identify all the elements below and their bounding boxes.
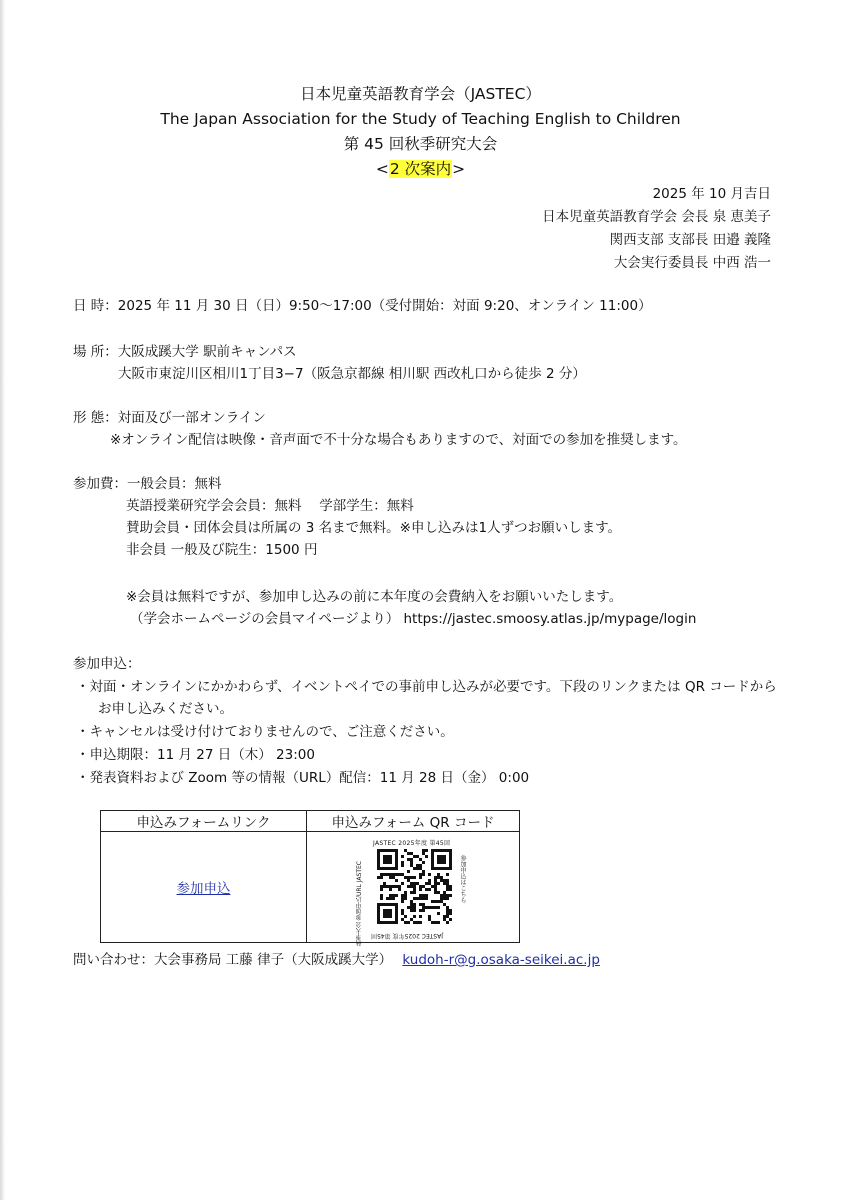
form-link-cell bbox=[101, 832, 307, 943]
application-bullet-preregister-cont: お申し込みください。 bbox=[98, 701, 233, 717]
fee-note-mypage: （学会ホームページの会員マイページより） https://jastec.smoosy.atlas.jp/mypage/login bbox=[130, 611, 697, 627]
event-format: 形 態：対面及び一部オンライン bbox=[73, 410, 266, 426]
application-bullet-preregister: ・対面・オンラインにかかわらず、イベントペイでの事前申し込みが必要です。下段のリンクまたは QR コードから bbox=[76, 679, 777, 695]
event-datetime: 日 時：2025 年 11 月 30 日（日）9:50～17:00（受付開始：対面 9:20、オンライン 11:00） bbox=[73, 298, 652, 314]
form-table-header-row bbox=[101, 811, 520, 832]
notice-bracket-open: < bbox=[375, 160, 389, 178]
contact-label: 問い合わせ：大会事務局 工藤 律子（大阪成蹊大学） bbox=[73, 952, 393, 968]
notice-bracket-close: > bbox=[452, 160, 466, 178]
format-note: ※オンライン配信は映像・音声面で不十分な場合もありますので、対面での参加を推奨します。 bbox=[110, 432, 687, 448]
qr-code-icon bbox=[365, 841, 461, 933]
form-link-header: 申込みフォームリンク bbox=[101, 811, 307, 832]
issue-date: 2025 年 10 月吉日 bbox=[652, 186, 771, 202]
sender-president: 日本児童英語教育学会 会長 泉 恵美子 bbox=[542, 209, 771, 225]
contact-line bbox=[73, 950, 600, 970]
application-form-table bbox=[100, 810, 520, 946]
fee-non-member: 非会員 一般及び院生：1500 円 bbox=[126, 542, 318, 558]
venue-address: 大阪市東淀川区相川1丁目3−7（阪急京都線 相川駅 西改札口から徒歩 2 分） bbox=[118, 366, 586, 382]
application-heading: 参加申込： bbox=[73, 656, 141, 672]
event-venue: 場 所：大阪成蹊大学 駅前キャンパス bbox=[73, 344, 297, 360]
fee-note: ※会員は無料ですが、参加申し込みの前に本年度の会費納入をお願いいたします。 bbox=[126, 589, 623, 605]
form-qr-header: 申込みフォーム QR コード bbox=[307, 811, 520, 832]
org-title-en: The Japan Association for the Study of Teaching English to Children bbox=[160, 110, 681, 128]
application-bullet-cancel: ・キャンセルは受け付けておりませんので、ご注意ください。 bbox=[76, 724, 454, 740]
event-title: 第 45 回秋季研究大会 bbox=[343, 135, 498, 153]
notice-label bbox=[0, 159, 841, 179]
fee-other-members: 英語授業研究学会会員：無料 学部学生：無料 bbox=[126, 498, 414, 514]
org-title-ja: 日本児童英語教育学会（JASTEC） bbox=[300, 85, 541, 103]
application-bullet-materials: ・発表資料および Zoom 等の情報（URL）配信：11 月 28 日（金） 0:00 bbox=[76, 770, 530, 786]
fee-supporting-members: 賛助会員・団体会員は所属の 3 名まで無料。※申し込みは1人ずつお願いします。 bbox=[126, 520, 621, 536]
notice-highlight: 2 次案内 bbox=[389, 160, 452, 178]
fee-general-member: 参加費：一般会員：無料 bbox=[73, 476, 222, 492]
form-table-body-row bbox=[101, 832, 520, 943]
qr-top-text: JASTEC 2025年度 第45回 bbox=[373, 840, 451, 847]
page-edge-shadow bbox=[0, 0, 5, 1200]
apply-link[interactable]: 参加申込 bbox=[176, 881, 231, 897]
contact-email-link[interactable]: kudoh-r@g.osaka-seikei.ac.jp bbox=[402, 952, 600, 968]
qr-right-text: 参加申込はこちら bbox=[459, 855, 466, 903]
sender-committee: 大会実行委員長 中西 浩一 bbox=[613, 255, 771, 271]
form-qr-cell bbox=[307, 832, 520, 946]
sender-branch: 関西支部 支部長 田邉 義隆 bbox=[609, 232, 771, 248]
qr-code[interactable] bbox=[356, 840, 466, 946]
qr-bottom-text: JASTEC 2025年度 第45回 bbox=[371, 932, 443, 939]
application-bullet-deadline: ・申込期限：11 月 27 日（木） 23:00 bbox=[76, 747, 315, 763]
qr-left-text: 秋季大会 参加申込URL JASTEC bbox=[356, 861, 363, 946]
